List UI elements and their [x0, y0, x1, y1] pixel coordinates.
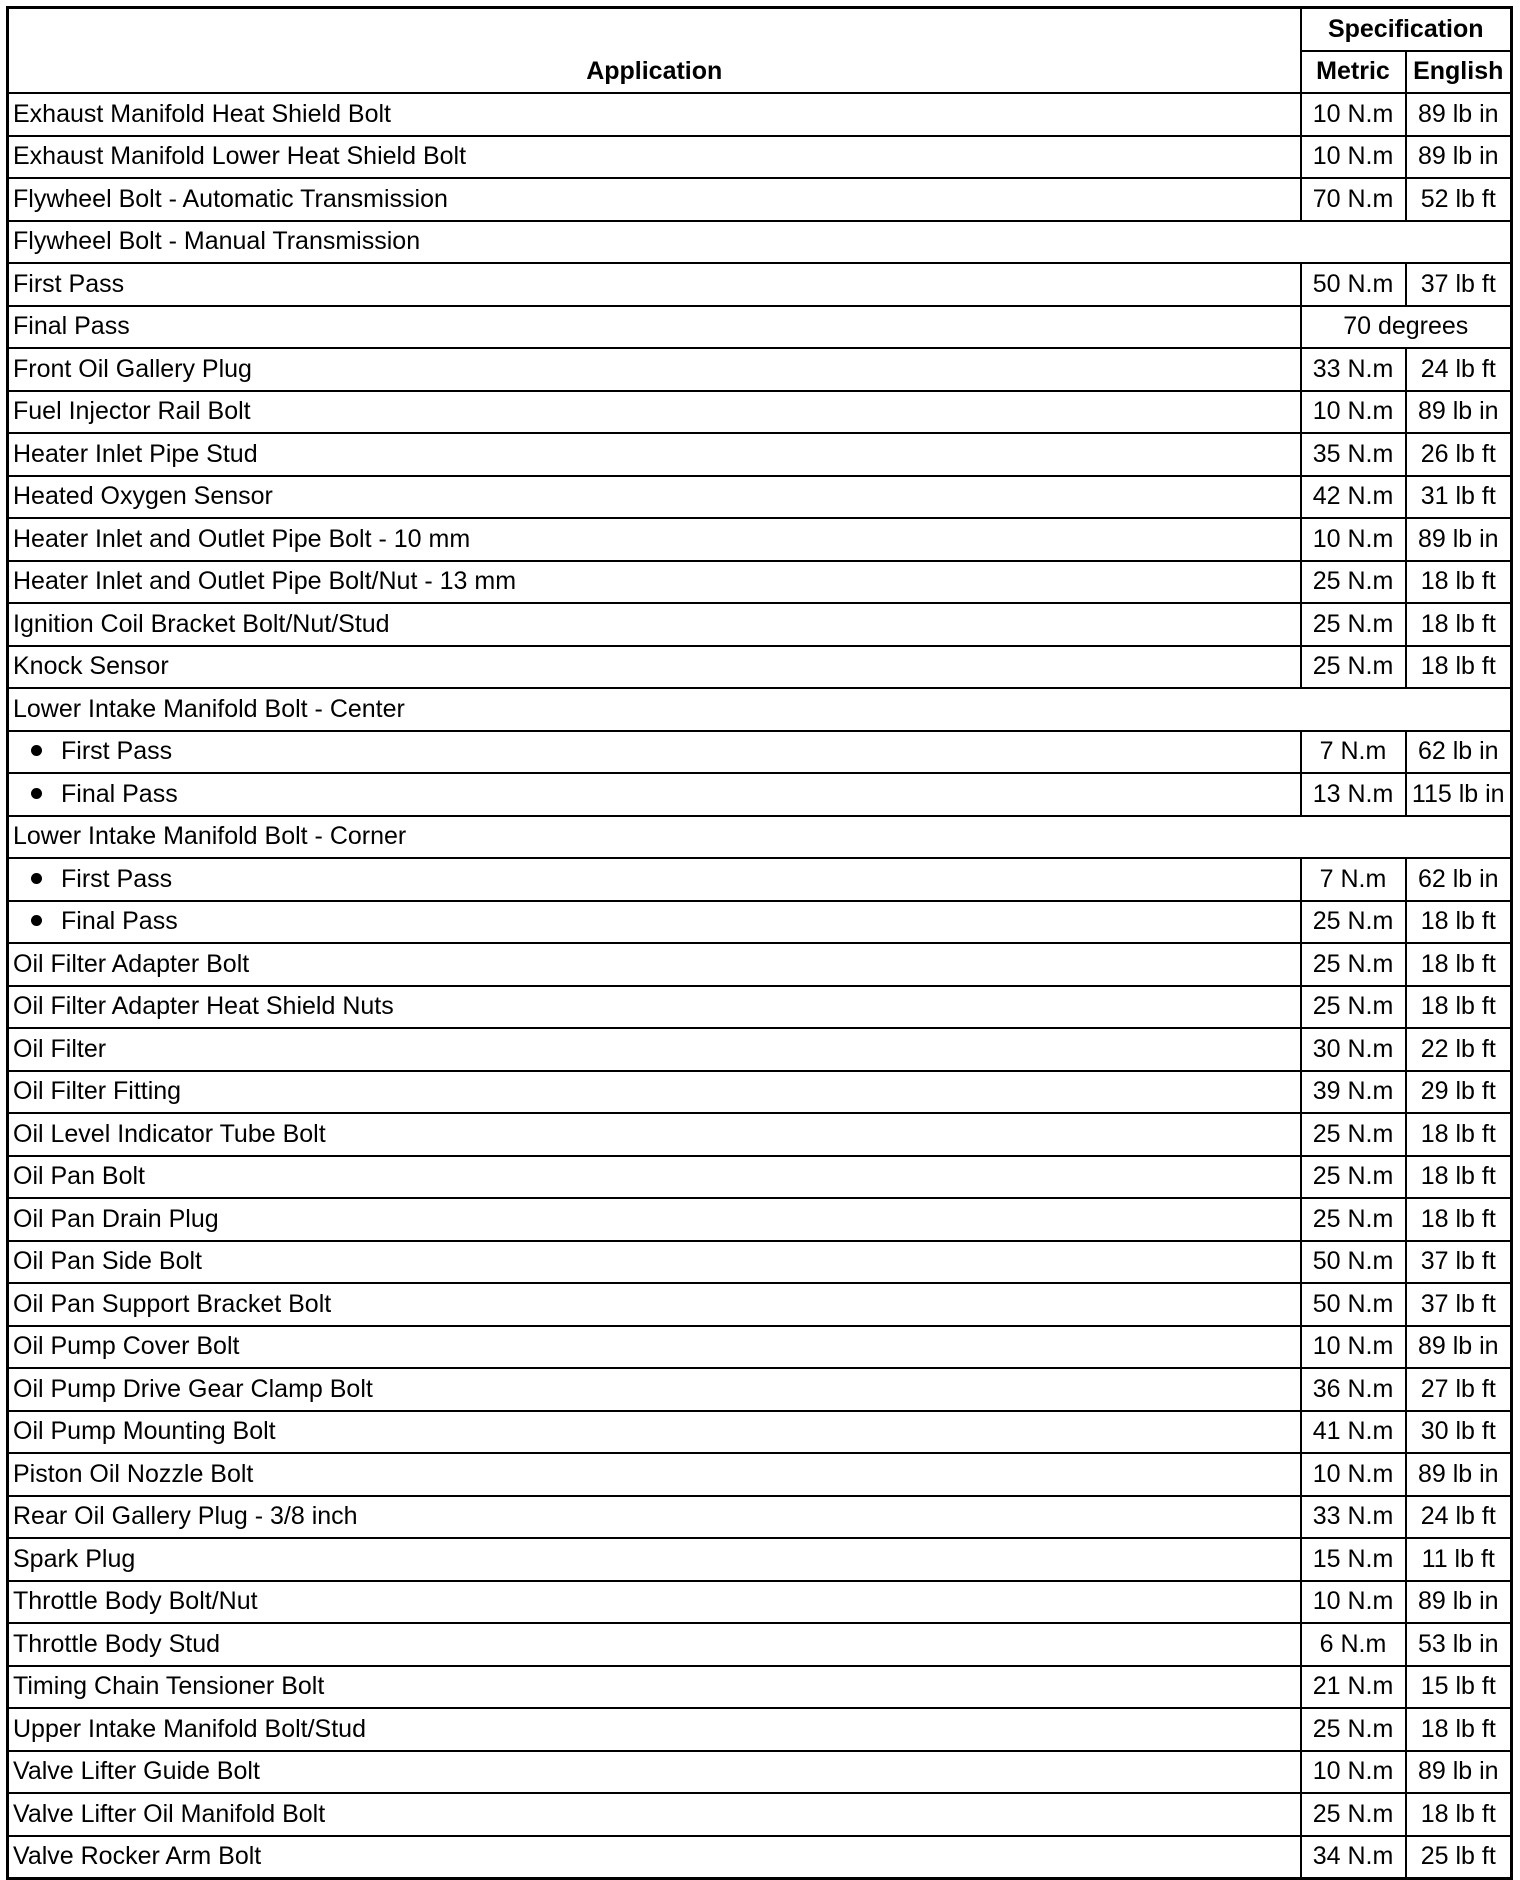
torque-spec-table [6, 6, 1513, 1880]
table-row [8, 1411, 1512, 1454]
table-row [8, 1453, 1512, 1496]
english-cell: 31 lb ft [1406, 476, 1512, 519]
table-row [8, 561, 1512, 604]
english-cell: 89 lb in [1406, 136, 1512, 179]
application-cell: Heater Inlet Pipe Stud [8, 433, 1301, 476]
table-row [8, 943, 1512, 986]
table-row [8, 1836, 1512, 1879]
english-cell: 37 lb ft [1406, 263, 1512, 306]
table-row [8, 93, 1512, 136]
metric-cell: 25 N.m [1301, 943, 1406, 986]
english-cell: 37 lb ft [1406, 1241, 1512, 1284]
english-cell: 89 lb in [1406, 1751, 1512, 1794]
metric-cell: 10 N.m [1301, 1581, 1406, 1624]
table-row [8, 816, 1512, 859]
table-row [8, 433, 1512, 476]
metric-cell: 25 N.m [1301, 1793, 1406, 1836]
table-row [8, 1708, 1512, 1751]
metric-cell: 10 N.m [1301, 1751, 1406, 1794]
application-cell: Piston Oil Nozzle Bolt [8, 1453, 1301, 1496]
table-row [8, 1793, 1512, 1836]
table-row [8, 178, 1512, 221]
metric-cell: 35 N.m [1301, 433, 1406, 476]
metric-cell: 7 N.m [1301, 858, 1406, 901]
group-heading-cell: Flywheel Bolt - Manual Transmission [8, 221, 1512, 264]
table-row [8, 306, 1512, 349]
application-cell: Valve Lifter Guide Bolt [8, 1751, 1301, 1794]
english-cell: 18 lb ft [1406, 986, 1512, 1029]
metric-cell: 30 N.m [1301, 1028, 1406, 1071]
table-row [8, 1113, 1512, 1156]
english-cell: 18 lb ft [1406, 943, 1512, 986]
application-cell: Spark Plug [8, 1538, 1301, 1581]
english-cell: 26 lb ft [1406, 433, 1512, 476]
metric-cell: 25 N.m [1301, 1708, 1406, 1751]
application-cell: Oil Filter [8, 1028, 1301, 1071]
bullet-icon [31, 788, 42, 799]
table-row [8, 1198, 1512, 1241]
table-row [8, 731, 1512, 774]
group-heading-cell: Lower Intake Manifold Bolt - Corner [8, 816, 1512, 859]
english-cell: 89 lb in [1406, 1581, 1512, 1624]
application-cell: Oil Pump Cover Bolt [8, 1326, 1301, 1369]
table-row [8, 136, 1512, 179]
english-cell: 37 lb ft [1406, 1283, 1512, 1326]
table-header [8, 8, 1512, 94]
english-cell: 18 lb ft [1406, 1793, 1512, 1836]
table-row [8, 1368, 1512, 1411]
table-row [8, 1156, 1512, 1199]
application-cell: Fuel Injector Rail Bolt [8, 391, 1301, 434]
table-row [8, 1751, 1512, 1794]
english-cell: 18 lb ft [1406, 1708, 1512, 1751]
application-cell: Ignition Coil Bracket Bolt/Nut/Stud [8, 603, 1301, 646]
metric-cell: 36 N.m [1301, 1368, 1406, 1411]
english-cell: 18 lb ft [1406, 1156, 1512, 1199]
application-cell [8, 858, 1301, 901]
application-cell: Oil Filter Adapter Bolt [8, 943, 1301, 986]
table-row [8, 1623, 1512, 1666]
english-cell: 18 lb ft [1406, 1113, 1512, 1156]
english-cell: 18 lb ft [1406, 1198, 1512, 1241]
application-cell: First Pass [8, 263, 1301, 306]
application-cell: Oil Pan Bolt [8, 1156, 1301, 1199]
metric-cell: 41 N.m [1301, 1411, 1406, 1454]
table-body [8, 93, 1512, 1879]
application-cell: Oil Pump Drive Gear Clamp Bolt [8, 1368, 1301, 1411]
metric-cell: 7 N.m [1301, 731, 1406, 774]
table-row [8, 518, 1512, 561]
application-cell: Exhaust Manifold Heat Shield Bolt [8, 93, 1301, 136]
metric-cell: 25 N.m [1301, 1198, 1406, 1241]
table-row [8, 1326, 1512, 1369]
metric-cell: 15 N.m [1301, 1538, 1406, 1581]
table-row [8, 1581, 1512, 1624]
application-cell: Exhaust Manifold Lower Heat Shield Bolt [8, 136, 1301, 179]
metric-cell: 25 N.m [1301, 986, 1406, 1029]
english-cell: 89 lb in [1406, 518, 1512, 561]
application-cell: Oil Pan Support Bracket Bolt [8, 1283, 1301, 1326]
table-row [8, 1241, 1512, 1284]
metric-cell: 50 N.m [1301, 1241, 1406, 1284]
table-row [8, 603, 1512, 646]
application-label: Final Pass [61, 779, 178, 808]
specification-cell: 70 degrees [1301, 306, 1512, 349]
application-cell: Front Oil Gallery Plug [8, 348, 1301, 391]
table-row [8, 901, 1512, 944]
application-cell: Oil Filter Fitting [8, 1071, 1301, 1114]
english-cell: 62 lb in [1406, 731, 1512, 774]
metric-cell: 50 N.m [1301, 263, 1406, 306]
english-cell: 89 lb in [1406, 1326, 1512, 1369]
application-cell: Heater Inlet and Outlet Pipe Bolt/Nut - 13 mm [8, 561, 1301, 604]
table-row [8, 688, 1512, 731]
application-cell [8, 773, 1301, 816]
metric-cell: 6 N.m [1301, 1623, 1406, 1666]
application-cell: Oil Filter Adapter Heat Shield Nuts [8, 986, 1301, 1029]
application-cell: Heater Inlet and Outlet Pipe Bolt - 10 mm [8, 518, 1301, 561]
metric-cell: 42 N.m [1301, 476, 1406, 519]
table-row [8, 348, 1512, 391]
english-cell: 89 lb in [1406, 93, 1512, 136]
english-header: English [1406, 51, 1512, 94]
english-cell: 18 lb ft [1406, 561, 1512, 604]
metric-cell: 25 N.m [1301, 646, 1406, 689]
group-heading-cell: Lower Intake Manifold Bolt - Center [8, 688, 1512, 731]
metric-cell: 10 N.m [1301, 1453, 1406, 1496]
metric-cell: 33 N.m [1301, 1496, 1406, 1539]
metric-cell: 13 N.m [1301, 773, 1406, 816]
table-row [8, 1666, 1512, 1709]
metric-cell: 70 N.m [1301, 178, 1406, 221]
table-row [8, 1071, 1512, 1114]
bullet-icon [31, 915, 42, 926]
metric-cell: 25 N.m [1301, 1156, 1406, 1199]
english-cell: 18 lb ft [1406, 646, 1512, 689]
application-cell [8, 901, 1301, 944]
application-cell: Valve Lifter Oil Manifold Bolt [8, 1793, 1301, 1836]
table-row [8, 1496, 1512, 1539]
application-label: Final Pass [61, 907, 178, 936]
table-row [8, 263, 1512, 306]
metric-cell: 21 N.m [1301, 1666, 1406, 1709]
application-cell: Oil Level Indicator Tube Bolt [8, 1113, 1301, 1156]
metric-cell: 25 N.m [1301, 561, 1406, 604]
metric-cell: 25 N.m [1301, 901, 1406, 944]
metric-cell: 39 N.m [1301, 1071, 1406, 1114]
english-cell: 18 lb ft [1406, 603, 1512, 646]
metric-cell: 10 N.m [1301, 1326, 1406, 1369]
application-cell: Upper Intake Manifold Bolt/Stud [8, 1708, 1301, 1751]
metric-cell: 10 N.m [1301, 93, 1406, 136]
application-cell: Rear Oil Gallery Plug - 3/8 inch [8, 1496, 1301, 1539]
application-label: First Pass [61, 864, 173, 893]
metric-cell: 10 N.m [1301, 391, 1406, 434]
table-row [8, 1283, 1512, 1326]
english-cell: 30 lb ft [1406, 1411, 1512, 1454]
application-header: Application [8, 8, 1301, 94]
metric-cell: 10 N.m [1301, 136, 1406, 179]
application-label: First Pass [61, 737, 173, 766]
table-row [8, 1028, 1512, 1071]
table-row [8, 986, 1512, 1029]
english-cell: 89 lb in [1406, 1453, 1512, 1496]
english-cell: 52 lb ft [1406, 178, 1512, 221]
specification-header: Specification [1301, 8, 1512, 51]
application-cell: Timing Chain Tensioner Bolt [8, 1666, 1301, 1709]
english-cell: 25 lb ft [1406, 1836, 1512, 1879]
metric-cell: 50 N.m [1301, 1283, 1406, 1326]
english-cell: 115 lb in [1406, 773, 1512, 816]
english-cell: 62 lb in [1406, 858, 1512, 901]
english-cell: 11 lb ft [1406, 1538, 1512, 1581]
application-cell [8, 731, 1301, 774]
application-cell: Throttle Body Stud [8, 1623, 1301, 1666]
table-row [8, 391, 1512, 434]
application-cell: Oil Pump Mounting Bolt [8, 1411, 1301, 1454]
metric-cell: 25 N.m [1301, 1113, 1406, 1156]
application-cell: Valve Rocker Arm Bolt [8, 1836, 1301, 1879]
english-cell: 53 lb in [1406, 1623, 1512, 1666]
english-cell: 15 lb ft [1406, 1666, 1512, 1709]
english-cell: 89 lb in [1406, 391, 1512, 434]
metric-header: Metric [1301, 51, 1406, 94]
application-cell: Final Pass [8, 306, 1301, 349]
english-cell: 18 lb ft [1406, 901, 1512, 944]
application-cell: Knock Sensor [8, 646, 1301, 689]
table-row [8, 476, 1512, 519]
metric-cell: 33 N.m [1301, 348, 1406, 391]
bullet-icon [31, 745, 42, 756]
english-cell: 29 lb ft [1406, 1071, 1512, 1114]
application-cell: Oil Pan Side Bolt [8, 1241, 1301, 1284]
english-cell: 22 lb ft [1406, 1028, 1512, 1071]
application-cell: Flywheel Bolt - Automatic Transmission [8, 178, 1301, 221]
metric-cell: 34 N.m [1301, 1836, 1406, 1879]
application-cell: Throttle Body Bolt/Nut [8, 1581, 1301, 1624]
table-row [8, 221, 1512, 264]
english-cell: 27 lb ft [1406, 1368, 1512, 1411]
metric-cell: 25 N.m [1301, 603, 1406, 646]
table-row [8, 773, 1512, 816]
application-cell: Heated Oxygen Sensor [8, 476, 1301, 519]
bullet-icon [31, 873, 42, 884]
table-row [8, 646, 1512, 689]
application-cell: Oil Pan Drain Plug [8, 1198, 1301, 1241]
english-cell: 24 lb ft [1406, 348, 1512, 391]
table-row [8, 858, 1512, 901]
metric-cell: 10 N.m [1301, 518, 1406, 561]
english-cell: 24 lb ft [1406, 1496, 1512, 1539]
table-row [8, 1538, 1512, 1581]
